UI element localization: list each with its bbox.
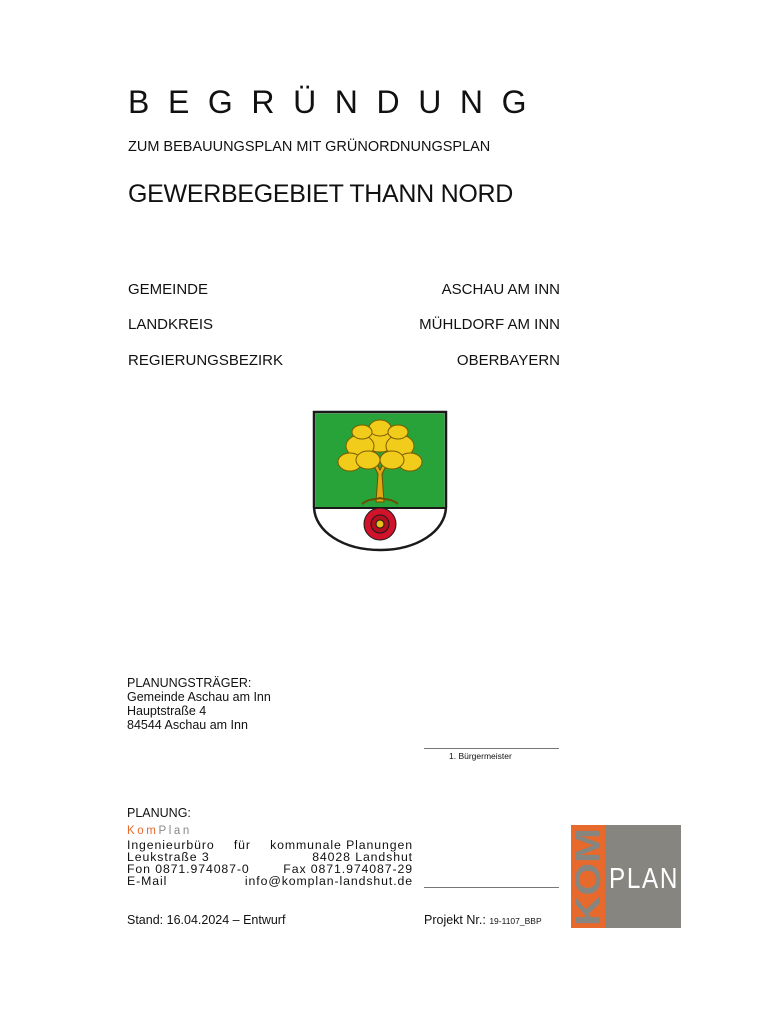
admin-value: ASCHAU AM INN	[441, 281, 560, 298]
admin-row-regierungsbezirk	[128, 352, 560, 369]
project-number-value: 19-1107_BBP	[489, 916, 542, 926]
signature-line-planung	[424, 887, 559, 888]
project-name: GEWERBEGEBIET THANN NORD	[128, 180, 513, 208]
planungstraeger-block	[127, 676, 271, 732]
planung-heading: PLANUNG:	[127, 806, 191, 820]
logo-text-right: PLAN	[609, 863, 679, 895]
signature-line-buergermeister	[424, 748, 559, 749]
address-text: info@komplan-landshut.de	[244, 874, 413, 888]
company-name-part1: Kom	[127, 825, 159, 837]
admin-row-gemeinde	[128, 281, 560, 298]
admin-value: MÜHLDORF AM INN	[419, 316, 560, 333]
admin-label: REGIERUNGSBEZIRK	[128, 352, 284, 369]
logo-text-left: KOM	[569, 844, 608, 926]
coat-of-arms-icon	[312, 410, 448, 552]
address-text: Leukstraße 3	[127, 850, 210, 864]
planungstraeger-line: Hauptstraße 4	[127, 704, 207, 718]
komplan-logo-icon	[571, 825, 681, 928]
company-name	[127, 825, 192, 837]
address-row	[127, 875, 413, 887]
admin-value: OBERBAYERN	[456, 352, 560, 369]
company-name-part2: Plan	[158, 825, 192, 837]
address-text: für	[233, 838, 251, 852]
document-subtitle: ZUM BEBAUUNGSPLAN MIT GRÜNORDNUNGSPLAN	[128, 139, 491, 155]
address-text: Fax 0871.974087-29	[283, 862, 413, 876]
project-number	[424, 913, 542, 927]
admin-row-landkreis	[128, 316, 560, 333]
address-text: 84028 Landshut	[312, 850, 413, 864]
address-text: Fon 0871.974087-0	[127, 862, 250, 876]
admin-label: LANDKREIS	[128, 316, 214, 333]
company-address	[127, 839, 413, 887]
signature-label: 1. Bürgermeister	[449, 751, 512, 761]
project-number-label: Projekt Nr.:	[424, 913, 486, 927]
planungstraeger-line: Gemeinde Aschau am Inn	[127, 690, 271, 704]
address-text: kommunale Planungen	[270, 838, 413, 852]
planungstraeger-line: 84544 Aschau am Inn	[127, 718, 248, 732]
planungstraeger-heading: PLANUNGSTRÄGER:	[127, 676, 252, 690]
admin-label: GEMEINDE	[128, 281, 209, 298]
address-text: Ingenieurbüro	[127, 838, 215, 852]
stand-date: Stand: 16.04.2024 – Entwurf	[127, 913, 286, 927]
document-title: BEGRÜNDUNG	[128, 84, 546, 120]
address-text: E-Mail	[127, 874, 168, 888]
